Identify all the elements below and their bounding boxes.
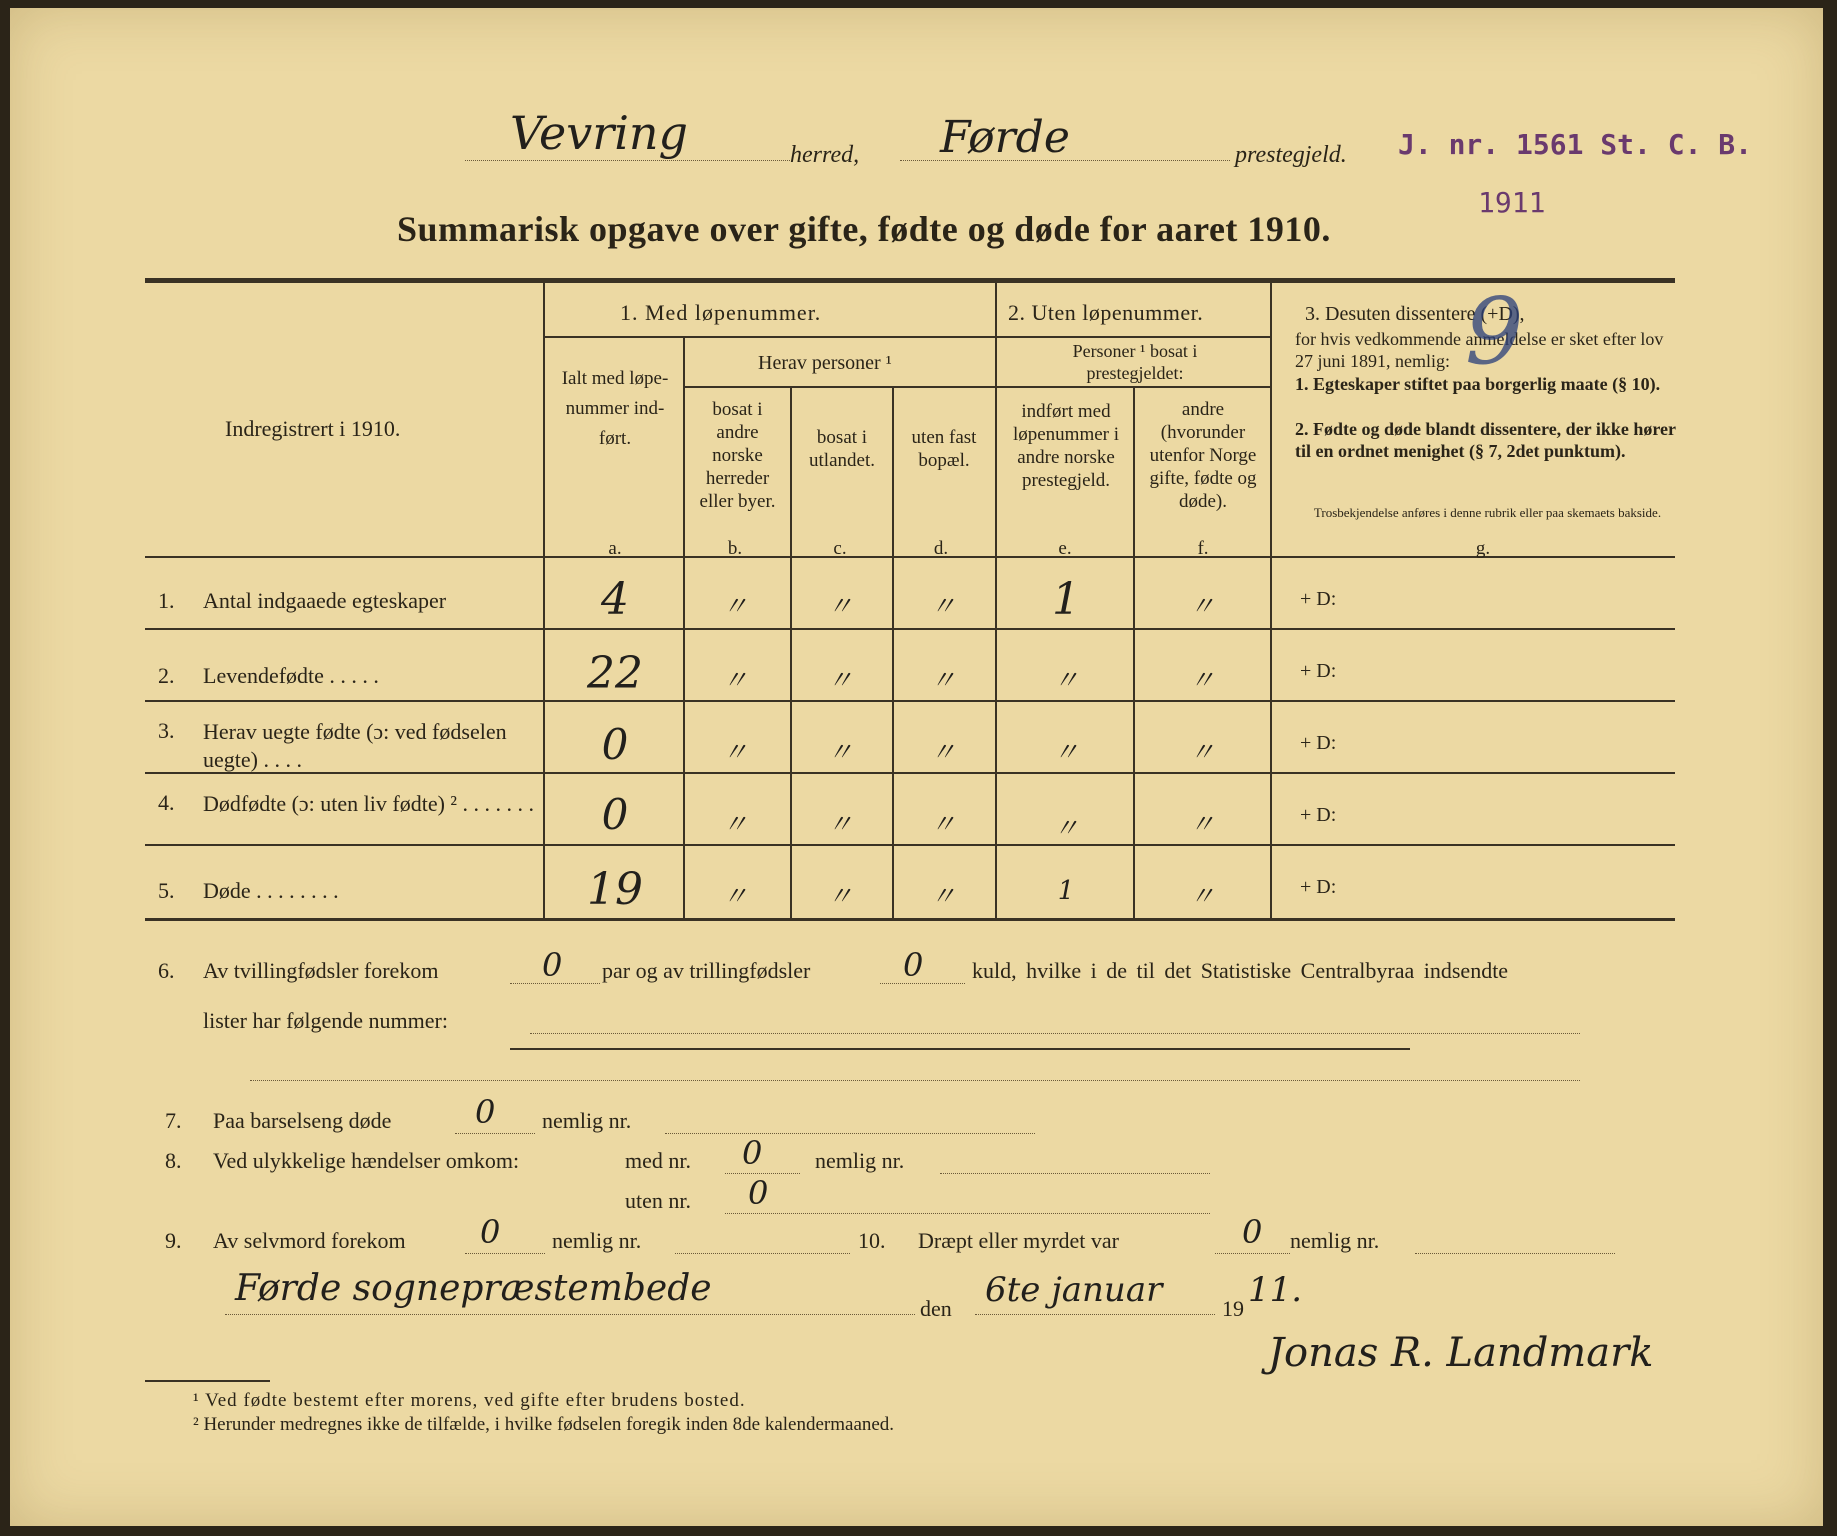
signature-date: 6te januar <box>985 1270 1163 1310</box>
row-3-num: 3. <box>158 718 175 743</box>
letter-g: g. <box>1475 538 1491 559</box>
line6-text-a: Av tvillingfødsler forekom <box>203 958 439 983</box>
col-f-header: andre (hvorunder utenfor Norge gifte, fødte og døde). <box>1149 399 1257 512</box>
row-3-c: 〃 <box>826 738 853 768</box>
line9-value: 0 <box>480 1213 501 1251</box>
line6-blank-2 <box>880 983 965 984</box>
line10-text-b: nemlig nr. <box>1290 1228 1380 1253</box>
line8-uten-value: 0 <box>748 1174 769 1212</box>
vline-e <box>995 283 997 918</box>
row-3-f: 〃 <box>1188 738 1215 768</box>
row-5-b: 〃 <box>721 882 748 912</box>
row-2-f: 〃 <box>1188 666 1215 696</box>
form-title: Summarisk opgave over gifte, fødte og døde for aaret 1910. <box>397 209 1331 249</box>
letter-e: e. <box>1058 538 1072 559</box>
row-4-label: Dødfødte (ɔ: uten liv fødte) ² . . . . . . . <box>203 791 535 816</box>
row-2-b: 〃 <box>721 666 748 696</box>
row-1-b: 〃 <box>721 592 748 622</box>
line9-num: 9. <box>165 1228 182 1253</box>
row-5-num: 5. <box>158 878 175 903</box>
line8-med-value: 0 <box>742 1134 763 1172</box>
hline-group1 <box>543 336 995 338</box>
vline-f <box>1133 388 1135 918</box>
row-3-a: 0 <box>601 720 629 769</box>
row-2-c: 〃 <box>826 666 853 696</box>
signature-place: Førde sognepræstembede <box>235 1268 712 1309</box>
row-4-e: 〃 <box>1052 814 1079 844</box>
signature-place-line <box>225 1314 915 1315</box>
footnote-1: ¹ Ved fødte bestemt efter morens, ved gifte efter brudens bosted. <box>193 1390 746 1411</box>
row-header: Indregistrert i 1910. <box>225 416 401 441</box>
row-4-g: + D: <box>1300 804 1337 826</box>
row-2-e: 〃 <box>1052 666 1079 696</box>
row-5-a: 19 <box>587 864 643 915</box>
signature-den: den <box>920 1296 952 1321</box>
letter-a: a. <box>608 538 622 559</box>
hline-herav <box>683 386 995 388</box>
signature-year: 11. <box>1248 1270 1303 1310</box>
group2-sub: Personer ¹ bosat i prestegjeldet: <box>1072 341 1198 383</box>
letter-c: c. <box>833 538 847 559</box>
group3-text: for hvis vedkommende anmeldelse er sket efter lov 27 juni 1891, nemlig: <box>1295 329 1664 371</box>
line9-blank-2 <box>675 1253 850 1254</box>
line8-med-label: med nr. <box>625 1148 691 1173</box>
stamp-year: 1911 <box>1478 186 1546 219</box>
group1-title: 1. Med løpenummer. <box>620 300 822 325</box>
line10-value: 0 <box>1242 1213 1263 1251</box>
line6-blank-1 <box>510 983 600 984</box>
line10-blank-2 <box>1415 1253 1615 1254</box>
line6-triplets-value: 0 <box>903 946 924 984</box>
row-sep-4 <box>145 844 1675 846</box>
line7-text-a: Paa barselseng døde <box>213 1108 392 1133</box>
line7-value: 0 <box>475 1093 496 1131</box>
blue-pencil-mark: 9 <box>1465 278 1524 385</box>
row-2-a: 22 <box>587 648 643 699</box>
row-sep-1 <box>145 628 1675 630</box>
row-2-num: 2. <box>158 663 175 688</box>
row-3-e: 〃 <box>1052 738 1079 768</box>
row-4-b: 〃 <box>721 810 748 840</box>
col-c-header: bosat i utlandet. <box>809 427 875 471</box>
row-4-c: 〃 <box>826 810 853 840</box>
line7-num: 7. <box>165 1108 182 1133</box>
line6-twins-value: 0 <box>542 946 563 984</box>
group1-sub: Herav personer ¹ <box>758 352 892 374</box>
table-top-rule <box>145 278 1675 283</box>
group3-item1: 1. Egteskaper stiftet paa borgerlig maate (§ 10). <box>1295 374 1661 394</box>
row-2-g: + D: <box>1300 660 1337 682</box>
vline-g <box>1270 283 1272 918</box>
row-sep-2 <box>145 700 1675 702</box>
row-3-g: + D: <box>1300 732 1337 754</box>
line6-text-d: lister har følgende nummer: <box>203 1008 448 1033</box>
herred-label: herred, <box>790 142 860 168</box>
header-bottom-rule <box>145 556 1675 558</box>
signature-date-line <box>975 1314 1215 1315</box>
row-1-a: 4 <box>601 574 629 625</box>
col-a-header: Ialt med løpe-nummer ind-ført. <box>561 368 669 449</box>
row-3-b: 〃 <box>721 738 748 768</box>
line10-text-a: Dræpt eller myrdet var <box>918 1228 1119 1253</box>
journal-stamp: J. nr. 1561 St. C. B. <box>1398 128 1753 161</box>
col-d-header: uten fast bopæl. <box>911 427 977 471</box>
line9-text-a: Av selvmord forekom <box>213 1228 406 1253</box>
row-1-d: 〃 <box>929 592 956 622</box>
line8-text-b: nemlig nr. <box>815 1148 905 1173</box>
row-5-f: 〃 <box>1188 882 1215 912</box>
footnote-2: ² Herunder medregnes ikke de tilfælde, i hvilke fødselen foregik inden 8de kalendermaaned. <box>193 1414 895 1435</box>
line7-blank-1 <box>455 1133 535 1134</box>
group3-item2: 2. Fødte og døde blandt dissentere, der ikke hører til en ordnet menighet (§ 7, 2det punktum). <box>1295 419 1676 461</box>
row-2-d: 〃 <box>929 666 956 696</box>
table-bottom-rule <box>145 918 1675 921</box>
line6-dash <box>510 1048 1410 1050</box>
vline-d <box>892 388 894 918</box>
line8-text-a: Ved ulykkelige hændelser omkom: <box>213 1148 520 1173</box>
row-4-d: 〃 <box>929 810 956 840</box>
line7-text-b: nemlig nr. <box>542 1108 632 1133</box>
letter-f: f. <box>1197 538 1209 559</box>
row-2-label: Levendefødte . . . . . <box>203 663 379 688</box>
form-sheet <box>10 8 1823 1526</box>
hline-group2 <box>995 336 1270 338</box>
hline-personer <box>995 386 1270 388</box>
signature-year-prefix: 19 <box>1222 1296 1244 1321</box>
row-3-d: 〃 <box>929 738 956 768</box>
row-4-num: 4. <box>158 790 175 815</box>
row-1-f: 〃 <box>1188 592 1215 622</box>
row-5-c: 〃 <box>826 882 853 912</box>
line8-uten-label: uten nr. <box>625 1188 691 1213</box>
prestegjeld-line <box>900 160 1230 161</box>
line6-num: 6. <box>158 958 175 983</box>
line7-blank-2 <box>665 1133 1035 1134</box>
line10-blank-1 <box>1215 1253 1290 1254</box>
prestegjeld-label: prestegjeld. <box>1235 142 1347 168</box>
row-1-e: 1 <box>1052 574 1080 625</box>
group3-title: 3. Desuten dissentere (+D), <box>1305 303 1525 325</box>
row-5-label: Døde . . . . . . . . <box>203 878 339 903</box>
herred-line <box>465 160 790 161</box>
row-5-e: 1 <box>1057 876 1075 906</box>
row-1-g: + D: <box>1300 588 1337 610</box>
vline-a <box>543 283 545 918</box>
signature-name: Jonas R. Landmark <box>1268 1330 1654 1376</box>
col-e-header: indført med løpenummer i andre norske prestegjeld. <box>1012 401 1120 491</box>
prestegjeld-value: Førde <box>940 112 1070 163</box>
group2-title: 2. Uten løpenummer. <box>1008 300 1204 325</box>
line8-num: 8. <box>165 1148 182 1173</box>
vline-c <box>790 388 792 918</box>
herred-value: Vevring <box>510 106 688 160</box>
footnote-rule <box>145 1380 270 1382</box>
letter-b: b. <box>727 538 743 559</box>
line6-text-c: kuld, hvilke i de til det Statistiske Centralbyraa indsendte <box>972 958 1509 983</box>
group3-note: Trosbekjendelse anføres i denne rubrik eller paa skemaets bakside. <box>1313 505 1662 520</box>
col-b-header: bosat i andre norske herreder eller byer. <box>699 399 776 512</box>
row-5-g: + D: <box>1300 876 1337 898</box>
row-3-label: Herav uegte fødte (ɔ: ved fødselen uegte) . . . . <box>203 719 507 772</box>
line6-text-b: par og av trillingfødsler <box>602 958 811 983</box>
row-5-d: 〃 <box>929 882 956 912</box>
line6-blank-4 <box>250 1080 1580 1081</box>
line10-num: 10. <box>858 1228 886 1253</box>
letter-d: d. <box>933 538 949 559</box>
line9-blank-1 <box>465 1253 545 1254</box>
row-4-a: 0 <box>601 790 629 839</box>
line9-text-b: nemlig nr. <box>552 1228 642 1253</box>
line6-blank-3 <box>530 1033 1580 1034</box>
row-1-num: 1. <box>158 588 175 613</box>
row-1-label: Antal indgaaede egteskaper <box>203 588 447 613</box>
line8-blank-3 <box>725 1213 1210 1214</box>
row-4-f: 〃 <box>1188 810 1215 840</box>
row-1-c: 〃 <box>826 592 853 622</box>
line8-blank-2 <box>940 1173 1210 1174</box>
